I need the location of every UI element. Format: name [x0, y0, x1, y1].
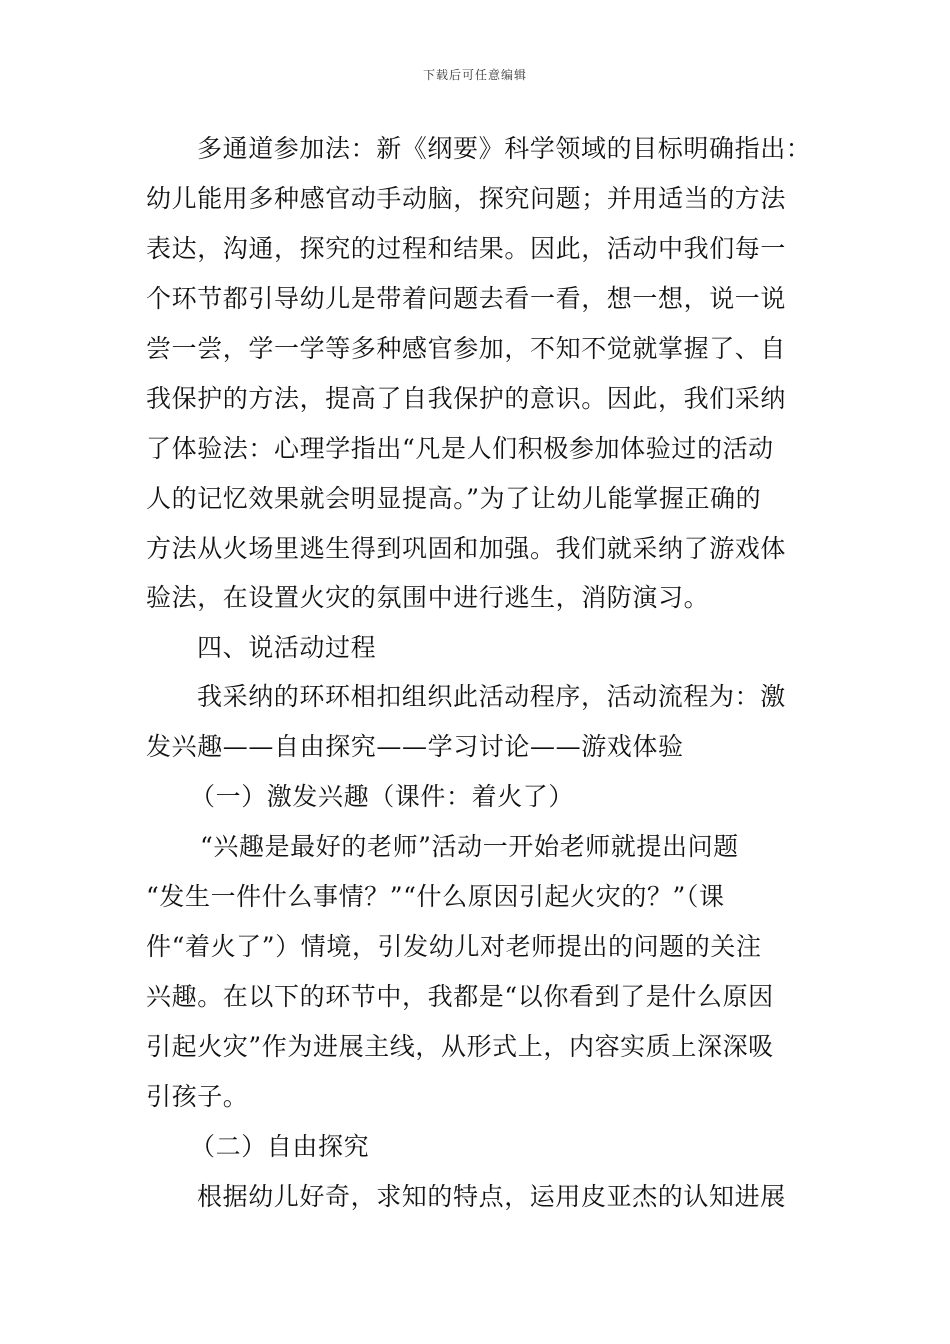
paragraph-line: 引孩子。 [146, 1082, 249, 1111]
subsection-heading: （一）激发兴趣（课件：着火了） [190, 782, 575, 811]
paragraph-line: 引起火灾”作为进展主线，从形式上，内容实质上深深吸 [146, 1032, 774, 1061]
paragraph-line: 验法，在设置火灾的氛围中进行逃生，消防演习。 [146, 583, 710, 612]
section-heading: 四、说活动过程 [197, 633, 377, 662]
paragraph-line: 根据幼儿好奇，求知的特点，运用皮亚杰的认知进展 [197, 1182, 786, 1211]
paragraph-line: 幼儿能用多种感官动手动脑，探究问题；并用适当的方法 [146, 184, 787, 213]
header-note: 下载后可任意编辑 [422, 68, 527, 82]
subsection-heading: （二）自由探究 [190, 1132, 370, 1161]
paragraph-line: 多通道参加法：新《纲要》科学领域的目标明确指出： [197, 134, 812, 163]
paragraph-line: 我保护的方法，提高了自我保护的意识。因此，我们采纳 [146, 384, 787, 413]
paragraph-line: 了体验法：心理学指出“凡是人们积极参加体验过的活动 [146, 434, 774, 463]
paragraph-line: 个环节都引导幼儿是带着问题去看一看，想一想，说一说 [146, 284, 787, 313]
paragraph-line: “兴趣是最好的老师”活动一开始老师就提出问题 [200, 832, 739, 861]
paragraph-line: 我采纳的环环相扣组织此活动程序，活动流程为：激 [197, 682, 786, 711]
paragraph-line: 尝一尝，学一学等多种感官参加，不知不觉就掌握了、自 [146, 334, 787, 363]
paragraph-line: 件“着火了”）情境，引发幼儿对老师提出的问题的关注 [146, 932, 762, 961]
paragraph-line: 方法从火场里逃生得到巩固和加强。我们就采纳了游戏体 [146, 534, 787, 563]
paragraph-line: 发兴趣——自由探究——学习讨论——游戏体验 [146, 732, 684, 761]
paragraph-line: 人的记忆效果就会明显提高。”为了让幼儿能掌握正确的 [146, 484, 762, 513]
paragraph-line: 表达，沟通，探究的过程和结果。因此，活动中我们每一 [146, 234, 787, 263]
paragraph-line: 兴趣。在以下的环节中，我都是“以你看到了是什么原因 [146, 982, 774, 1011]
paragraph-line: “发生一件什么事情？”“什么原因引起火灾的？”（课 [146, 882, 725, 911]
